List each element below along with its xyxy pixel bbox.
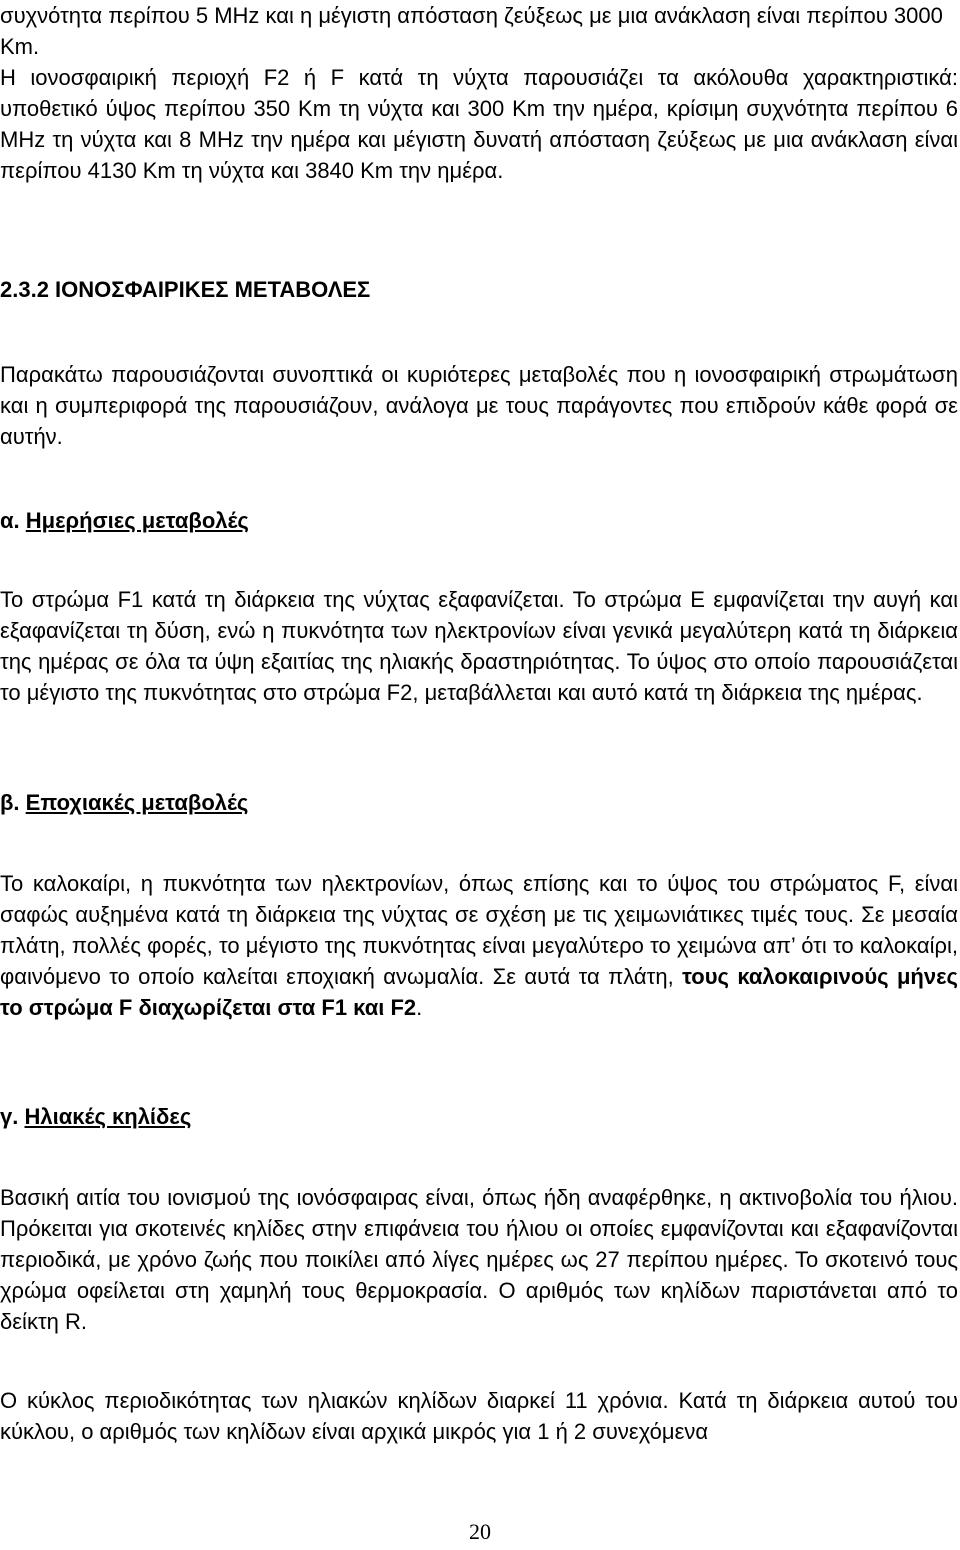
- subsection-b-text-end: .: [416, 995, 423, 1020]
- subsection-c-label: γ.: [0, 1104, 19, 1129]
- section-intro-paragraph: Παρακάτω παρουσιάζονται συνοπτικά οι κυριότερες μεταβολές που η ιονοσφαιρική στρωμάτωση και η συμπεριφορά της παρουσιάζουν, ανάλογα με τους παράγοντες που επιδρούν κάθε φορά σε αυτήν.: [0, 362, 958, 449]
- subsection-b-paragraph: [0, 868, 958, 1023]
- subsection-c-title: Ηλιακές κηλίδες: [24, 1104, 192, 1129]
- subsection-b-label: β.: [0, 790, 20, 815]
- f2-region-paragraph: Η ιονοσφαιρική περιοχή F2 ή F κατά τη νύχτα παρουσιάζει τα ακόλουθα χαρακτηριστικά: υποθετικό ύψος περίπου 350 Km τη νύχτα και 300 Km την ημέρα, κρίσιμη συχνότητα περίπου 6 MHz τη νύχτα και 8 MHz την ημέρα και μέγιστη δυνατή απόσταση ζεύξεως με μια ανάκλαση είναι περίπου 4130 Km τη νύχτα και 3840 Km την ημέρα.: [0, 65, 958, 183]
- subsection-c-paragraph-1: Βασική αιτία του ιονισμού της ιονόσφαιρας είναι, όπως ήδη αναφέρθηκε, η ακτινοβολία του ήλιου. Πρόκειται για σκοτεινές κηλίδες στην επιφάνεια του ήλιου οι οποίες εμφανίζονται και εξαφανίζονται περιοδικά, με χρόνο ζωής που ποικίλει από λίγες ημέρες ως 27 περίπου ημέρες. Το σκοτεινό τους χρώμα οφείλεται στη χαμηλή τους θερμοκρασία. Ο αριθμός των κηλίδων παριστάνεται από το δείκτη R.: [0, 1185, 958, 1334]
- subsection-c-heading: [0, 1101, 958, 1132]
- section-heading: 2.3.2 ΙΟΝΟΣΦΑΙΡΙΚΕΣ ΜΕΤΑΒΟΛΕΣ: [0, 277, 371, 302]
- subsection-b-title: Εποχιακές μεταβολές: [25, 790, 249, 815]
- subsection-c-paragraph-2: Ο κύκλος περιοδικότητας των ηλιακών κηλίδων διαρκεί 11 χρόνια. Κατά τη διάρκεια αυτού του κύκλου, ο αριθμός των κηλίδων είναι αρχικά μικρός για 1 ή 2 συνεχόμενα: [0, 1388, 958, 1444]
- subsection-a-title: Ημερήσιες μεταβολές: [25, 508, 249, 533]
- page-number: 20: [469, 1519, 491, 1544]
- subsection-b-text: Το καλοκαίρι, η πυκνότητα των ηλεκτρονίων, όπως επίσης και το ύψος του στρώματος F, είναι σαφώς αυξημένα κατά τη διάρκεια της νύχτας σε σχέση με τις χειμωνιάτικες τιμές τους. Σε μεσαία πλάτη, πολλές φορές, το μέγιστο της πυκνότητας είναι μεγαλύτερο το χειμώνα απ’ ότι το καλοκαίρι, φαινόμενο το οποίο καλείται εποχιακή ανωμαλία. Σε αυτά τα πλάτη,: [0, 871, 958, 989]
- subsection-b-bold-text: τους καλοκαιρινούς μήνες το στρώμα F διαχωρίζεται στα F1 και F2: [0, 964, 958, 1020]
- subsection-a-paragraph: Το στρώμα F1 κατά τη διάρκεια της νύχτας εξαφανίζεται. Το στρώμα E εμφανίζεται την αυγή και εξαφανίζεται τη δύση, ενώ η πυκνότητα των ηλεκτρονίων είναι γενικά μεγαλύτερη κατά τη διάρκεια της ημέρας σε όλα τα ύψη εξαιτίας της ηλιακής δραστηριότητας. Το ύψος στο οποίο παρουσιάζεται το μέγιστο της πυκνότητας στο στρώμα F2, μεταβάλλεται και αυτό κατά τη διάρκεια της ημέρας.: [0, 587, 958, 705]
- subsection-a-label: α.: [0, 508, 20, 533]
- intro-paragraph-tail: συχνότητα περίπου 5 MHz και η μέγιστη απόσταση ζεύξεως με μια ανάκλαση είναι περίπου 3000 Km.: [0, 3, 943, 59]
- subsection-b-heading: [0, 787, 958, 818]
- subsection-a-heading: [0, 505, 958, 536]
